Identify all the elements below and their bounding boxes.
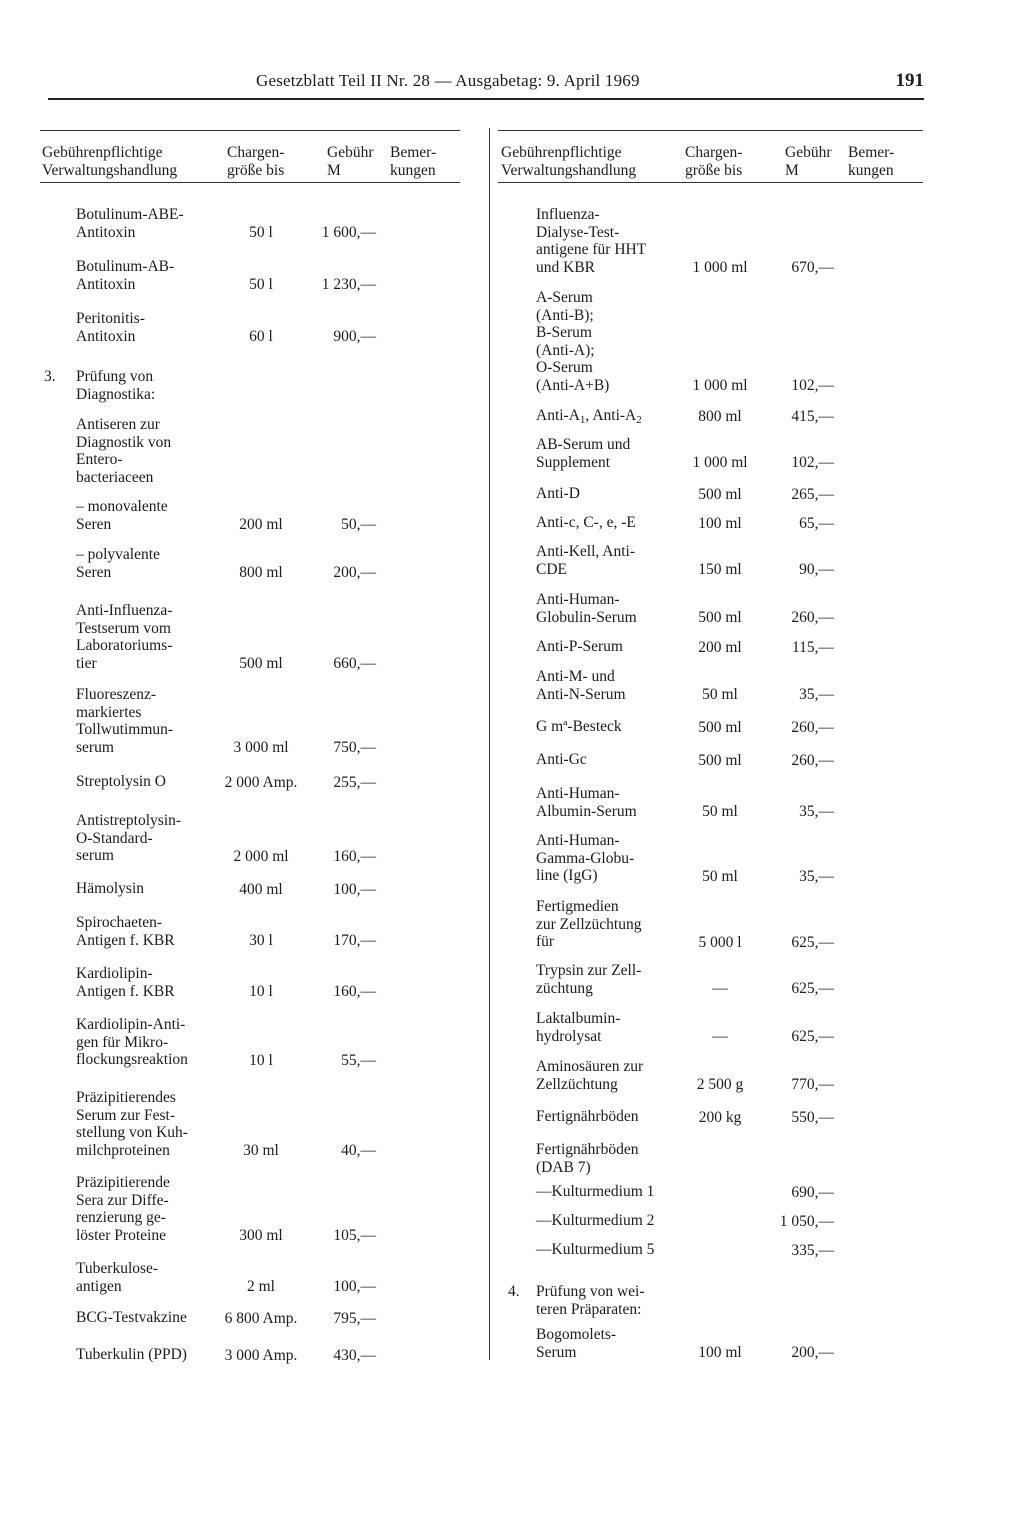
- row-size: 50 l: [249, 223, 273, 241]
- page-number: 191: [895, 70, 924, 91]
- row-name: Anti-Influenza- Testserum vom Laboratoriums- tier: [76, 602, 173, 672]
- row-name: Präzipitierendes Serum zur Fest- stellung von Kuh- milchproteinen: [76, 1089, 188, 1159]
- row-fee: 105,—: [333, 1226, 376, 1244]
- row-name: —Kulturmedium 2: [536, 1212, 655, 1229]
- row-fee: 430,—: [333, 1346, 376, 1364]
- row-name: Prüfung von Diagnostika:: [76, 368, 156, 403]
- row-fee: 35,—: [799, 685, 834, 703]
- column-header-fee: Gebühr M: [785, 144, 832, 179]
- row-name: Botulinum-AB- Antitoxin: [76, 258, 175, 293]
- column-divider: [489, 128, 490, 1360]
- table-row: [40, 812, 460, 865]
- row-size: 3 000 Amp.: [224, 1346, 298, 1364]
- row-size: 60 l: [249, 327, 273, 345]
- row-fee: 200,—: [333, 563, 376, 581]
- page-header: [48, 70, 924, 98]
- table-top-rule: [40, 130, 460, 131]
- row-fee: 90,—: [799, 560, 834, 578]
- row-name-sub: 2: [636, 414, 642, 426]
- row-name: A-Serum (Anti-B); B-Serum (Anti-A); O-Serum (Anti-A+B): [536, 289, 610, 394]
- row-name: Präzipitierende Sera zur Diffe- renzierung ge- löster Proteine: [76, 1174, 170, 1244]
- row-name: Hämolysin: [76, 880, 145, 897]
- table-row: [498, 591, 923, 626]
- table-row: [40, 686, 460, 756]
- column-header-remarks: Bemer- kungen: [390, 144, 437, 179]
- row-fee: 160,—: [333, 982, 376, 1000]
- row-fee: 50,—: [341, 515, 376, 533]
- row-name: Anti-Gc: [536, 751, 587, 768]
- row-name: Influenza- Dialyse-Test- antigene für HHT und KBR: [536, 206, 647, 276]
- row-size: 2 000 ml: [233, 847, 289, 865]
- row-size: 50 ml: [702, 685, 738, 703]
- column-header-name: Gebührenpflichtige Verwaltungshandlung: [501, 144, 637, 179]
- column-header-size: Chargen- größe bis: [685, 144, 743, 179]
- table-row: [498, 514, 923, 532]
- table-row: [40, 1260, 460, 1295]
- row-name: – polyvalente Seren: [76, 546, 160, 581]
- row-name: [536, 407, 678, 430]
- row-size: 1 000 ml: [692, 376, 748, 394]
- table-row: [40, 498, 460, 533]
- row-size: 50 ml: [702, 867, 738, 885]
- row-name: Bogomolets- Serum: [536, 1326, 617, 1361]
- table-row: [40, 546, 460, 581]
- row-fee: 115,—: [791, 638, 834, 656]
- table-row: [498, 718, 923, 736]
- row-fee: 160,—: [333, 847, 376, 865]
- row-fee: 260,—: [791, 751, 834, 769]
- row-size: 500 ml: [698, 718, 742, 736]
- row-name: AB-Serum und Supplement: [536, 436, 631, 471]
- row-fee: 55,—: [341, 1051, 376, 1069]
- row-fee: 260,—: [791, 608, 834, 626]
- row-name: BCG-Testvakzine: [76, 1309, 187, 1326]
- row-fee: 1 050,—: [779, 1212, 834, 1230]
- column-header-fee: Gebühr M: [327, 144, 374, 179]
- section-heading: [498, 1283, 923, 1318]
- row-size: —: [712, 1027, 728, 1045]
- table-row: [498, 1183, 923, 1201]
- row-fee: 625,—: [791, 979, 834, 997]
- row-size: 800 ml: [239, 563, 283, 581]
- row-name: Anti-Human- Globulin-Serum: [536, 591, 637, 626]
- table-row: [40, 416, 460, 486]
- table-row: [40, 1174, 460, 1244]
- row-name: Anti-P-Serum: [536, 638, 623, 655]
- row-size: 3 000 ml: [233, 738, 289, 756]
- row-name: Botulinum-ABE- Antitoxin: [76, 206, 184, 241]
- table-row: [498, 485, 923, 503]
- row-size: 800 ml: [698, 407, 742, 425]
- row-size: 300 ml: [239, 1226, 283, 1244]
- table-row: [498, 1108, 923, 1126]
- row-fee: 1 230,—: [321, 275, 376, 293]
- row-size: 50 ml: [702, 802, 738, 820]
- row-fee: 255,—: [333, 773, 376, 791]
- row-name: Peritonitis- Antitoxin: [76, 310, 145, 345]
- row-size: 500 ml: [698, 608, 742, 626]
- row-fee: 750,—: [333, 738, 376, 756]
- row-name: Anti-Kell, Anti- CDE: [536, 543, 636, 578]
- row-name-part: , Anti-A: [585, 407, 637, 424]
- table-row: [498, 668, 923, 703]
- row-name: Kardiolipin- Antigen f. KBR: [76, 965, 175, 1000]
- table-row: [498, 962, 923, 997]
- row-name: Streptolysin O: [76, 773, 166, 790]
- table-row: [498, 898, 923, 951]
- row-size: 2 000 Amp.: [224, 773, 298, 791]
- row-name: G mª-Besteck: [536, 718, 622, 735]
- row-size: 50 l: [249, 275, 273, 293]
- table-row: [498, 751, 923, 769]
- table-row: [40, 1309, 460, 1327]
- row-fee: 35,—: [799, 867, 834, 885]
- row-name: Tuberkulose- antigen: [76, 1260, 159, 1295]
- row-name: Laktalbumin- hydrolysat: [536, 1010, 621, 1045]
- table-row: [40, 965, 460, 1000]
- table-row: [498, 206, 923, 276]
- row-fee: 100,—: [333, 880, 376, 898]
- row-fee: 200,—: [791, 1343, 834, 1361]
- row-name: Antistreptolysin- O-Standard- serum: [76, 812, 182, 864]
- row-size: 500 ml: [698, 751, 742, 769]
- row-fee: 1 600,—: [321, 223, 376, 241]
- table-row: [498, 1326, 923, 1361]
- row-size: 2 ml: [247, 1277, 275, 1295]
- row-fee: 770,—: [791, 1075, 834, 1093]
- table-row: [40, 206, 460, 241]
- table-row: [40, 1089, 460, 1159]
- table-row: [498, 1212, 923, 1230]
- table-row: [40, 880, 460, 898]
- section-number: 4.: [508, 1283, 520, 1300]
- row-size: 400 ml: [239, 880, 283, 898]
- table-row: [40, 258, 460, 293]
- table-top-rule: [498, 130, 923, 131]
- table-row: [498, 1058, 923, 1093]
- row-name: Kardiolipin-Anti- gen für Mikro- flockungsreaktion: [76, 1016, 188, 1068]
- row-size: 200 kg: [698, 1108, 742, 1126]
- table-row: [498, 436, 923, 471]
- table-header-rule: [40, 182, 460, 183]
- row-name: Antiseren zur Diagnostik von Entero- bacteriaceen: [76, 416, 172, 486]
- row-size: 500 ml: [698, 485, 742, 503]
- table-row: [40, 310, 460, 345]
- table-row: [498, 407, 923, 425]
- row-name: —Kulturmedium 1: [536, 1183, 655, 1200]
- row-fee: 260,—: [791, 718, 834, 736]
- row-name-sub: 1: [579, 414, 586, 426]
- row-fee: 100,—: [333, 1277, 376, 1295]
- row-size: 30 l: [249, 931, 273, 949]
- row-fee: 102,—: [791, 376, 834, 394]
- row-fee: 690,—: [791, 1183, 834, 1201]
- row-fee: 170,—: [333, 931, 376, 949]
- row-name: Trypsin zur Zell- züchtung: [536, 962, 642, 997]
- header-title: Gesetzblatt Teil II Nr. 28 — Ausgabetag: 9. April 1969: [256, 71, 640, 90]
- row-name: —Kulturmedium 5: [536, 1241, 655, 1258]
- row-fee: 65,—: [799, 514, 834, 532]
- table-row: [40, 602, 460, 672]
- row-fee: 40,—: [341, 1141, 376, 1159]
- row-fee: 795,—: [333, 1309, 376, 1327]
- row-size: 100 ml: [698, 1343, 742, 1361]
- row-fee: 660,—: [333, 654, 376, 672]
- table-row: [498, 1010, 923, 1045]
- row-size: 200 ml: [698, 638, 742, 656]
- row-size: 500 ml: [239, 654, 283, 672]
- row-size: 150 ml: [698, 560, 742, 578]
- row-size: 6 800 Amp.: [224, 1309, 298, 1327]
- row-name: Fertignährböden (DAB 7): [536, 1141, 639, 1176]
- row-size: 30 ml: [243, 1141, 279, 1159]
- table-row: [40, 1016, 460, 1069]
- row-size: 2 500 g: [696, 1075, 744, 1093]
- table-row: [498, 785, 923, 820]
- row-name: Fluoreszenz- markiertes Tollwutimmun- serum: [76, 686, 174, 756]
- row-size: 10 l: [249, 1051, 273, 1069]
- table-row: [40, 1346, 460, 1364]
- row-fee: 415,—: [791, 407, 834, 425]
- column-header-size: Chargen- größe bis: [227, 144, 285, 179]
- column-header-name: Gebührenpflichtige Verwaltungshandlung: [42, 144, 178, 179]
- table-header-rule: [498, 182, 923, 183]
- row-size: 100 ml: [698, 514, 742, 532]
- column-header-remarks: Bemer- kungen: [848, 144, 895, 179]
- table-row: [498, 543, 923, 578]
- row-name: Prüfung von wei- teren Präparaten:: [536, 1283, 645, 1318]
- row-fee: 625,—: [791, 933, 834, 951]
- table-row: [498, 1241, 923, 1259]
- row-size: 200 ml: [239, 515, 283, 533]
- row-fee: 35,—: [799, 802, 834, 820]
- section-heading: [40, 368, 460, 403]
- table-row: [498, 1141, 923, 1176]
- row-name: Aminosäuren zur Zellzüchtung: [536, 1058, 644, 1093]
- row-size: 10 l: [249, 982, 273, 1000]
- table-row: [498, 289, 923, 394]
- row-name-part: Anti-A: [536, 407, 580, 424]
- table-row: [498, 832, 923, 885]
- row-fee: 625,—: [791, 1027, 834, 1045]
- row-name: Fertigmedien zur Zellzüchtung für: [536, 898, 642, 950]
- row-name: Anti-Human- Gamma-Globu- line (IgG): [536, 832, 635, 884]
- row-fee: 900,—: [333, 327, 376, 345]
- row-name: Anti-D: [536, 485, 580, 502]
- row-size: 1 000 ml: [692, 453, 748, 471]
- header-rule: [48, 98, 924, 100]
- row-size: 5 000 l: [698, 933, 742, 951]
- row-name: Anti-Human- Albumin-Serum: [536, 785, 637, 820]
- row-name: – monovalente Seren: [76, 498, 168, 533]
- row-name: Anti-M- und Anti-N-Serum: [536, 668, 626, 703]
- row-size: 1 000 ml: [692, 258, 748, 276]
- row-fee: 550,—: [791, 1108, 834, 1126]
- section-number: 3.: [44, 368, 56, 385]
- table-row: [40, 914, 460, 949]
- row-name: Fertignährböden: [536, 1108, 639, 1125]
- row-fee: 335,—: [791, 1241, 834, 1259]
- row-fee: 102,—: [791, 453, 834, 471]
- row-fee: 265,—: [791, 485, 834, 503]
- table-row: [40, 773, 460, 791]
- row-name: Tuberkulin (PPD): [76, 1346, 187, 1363]
- table-row: [498, 638, 923, 656]
- row-fee: 670,—: [791, 258, 834, 276]
- row-name: Spirochaeten- Antigen f. KBR: [76, 914, 175, 949]
- row-name: Anti-c, C-, e, -E: [536, 514, 636, 531]
- row-size: —: [712, 979, 728, 997]
